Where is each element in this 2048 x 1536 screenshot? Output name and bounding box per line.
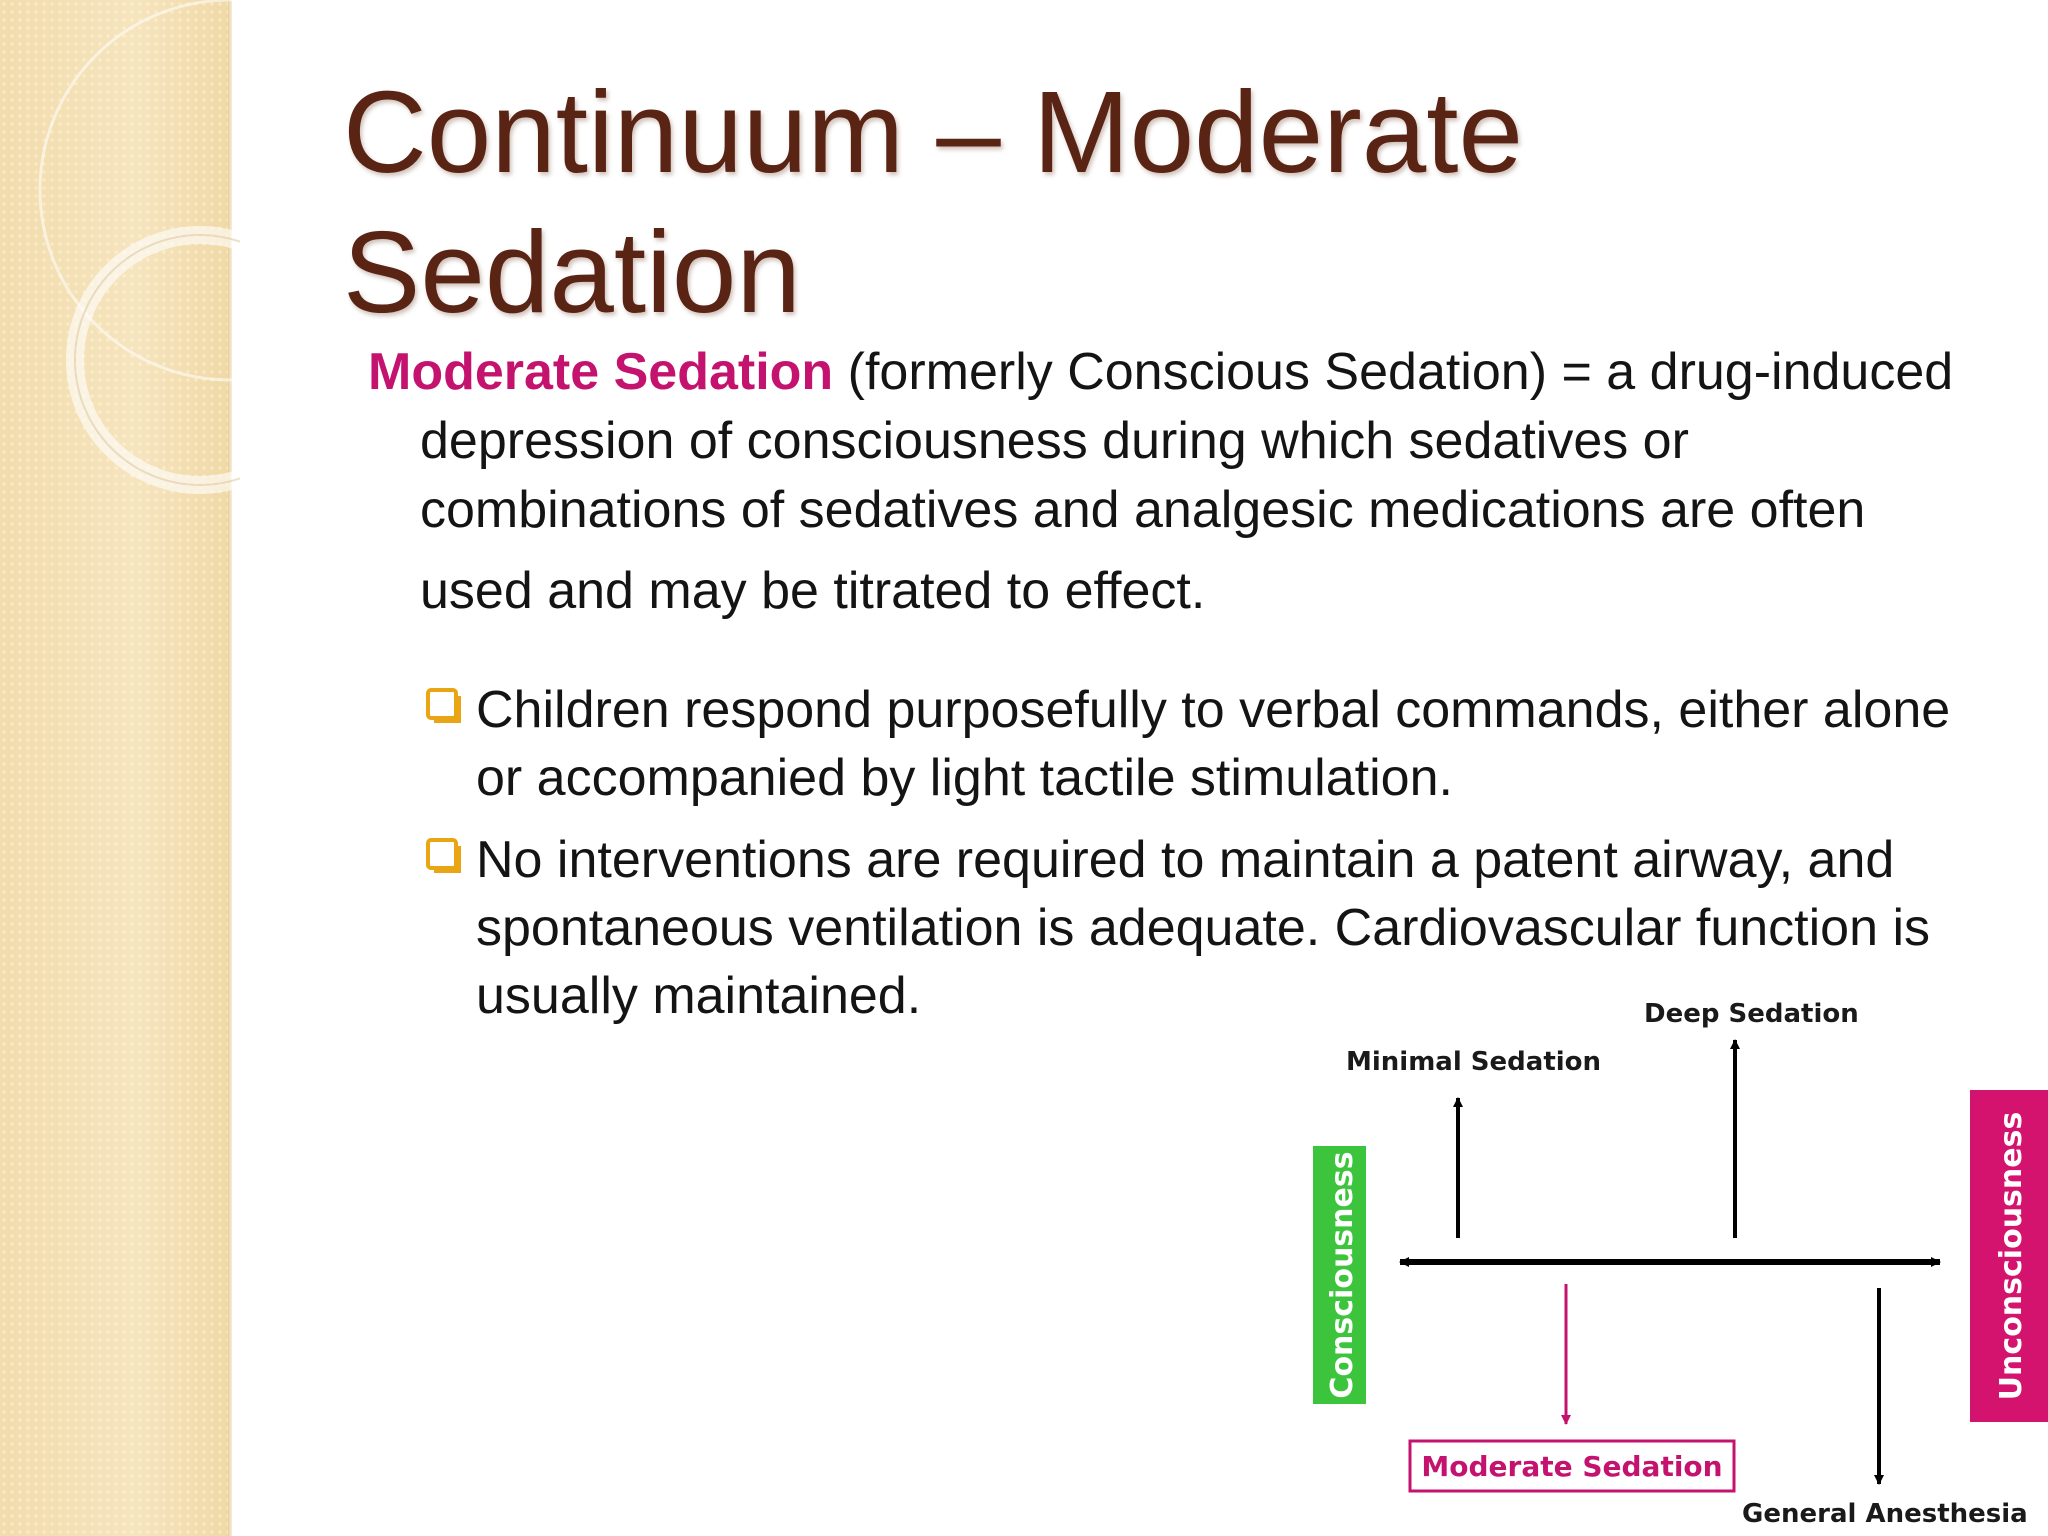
title-line-1: Continuum – Moderate — [343, 67, 1523, 197]
definition-term: Moderate Sedation — [368, 343, 834, 401]
moderate-sedation-label: Moderate Sedation — [1421, 1450, 1723, 1483]
bullet-text: Children respond purposefully to verbal commands, either alone or accompanied by light tactile stimulation. — [476, 681, 1951, 807]
slide-title — [343, 62, 1903, 342]
definition-text: (formerly Conscious Sedation) = a drug-induced depression of consciousness during which sedatives or combinations of sedatives and analgesic medications are often — [420, 343, 1954, 539]
definition-continuation: used and may be titrated to effect. — [420, 562, 1206, 620]
decorative-rings — [0, 0, 240, 520]
definition-paragraph — [368, 338, 1988, 545]
bullet-text: No interventions are required to maintain a patent airway, and spontaneous ventilation is adequate. Cardiovascular function is usually maintained. — [476, 831, 1931, 1025]
slide-body — [368, 338, 1988, 1044]
minimal-sedation-label: Minimal Sedation — [1346, 1047, 1602, 1077]
bullet-list — [426, 676, 1988, 1030]
checkbox-bullet-icon — [426, 838, 462, 874]
bullet-item — [426, 676, 1988, 812]
deep-sedation-label: Deep Sedation — [1644, 999, 1859, 1029]
unconsciousness-label: Unconsciousness — [1994, 1111, 2029, 1401]
consciousness-label: Consciousness — [1325, 1151, 1360, 1399]
checkbox-bullet-icon — [426, 688, 462, 724]
general-anesthesia-label: General Anesthesia — [1742, 1499, 2028, 1529]
title-line-2: Sedation — [343, 207, 801, 337]
